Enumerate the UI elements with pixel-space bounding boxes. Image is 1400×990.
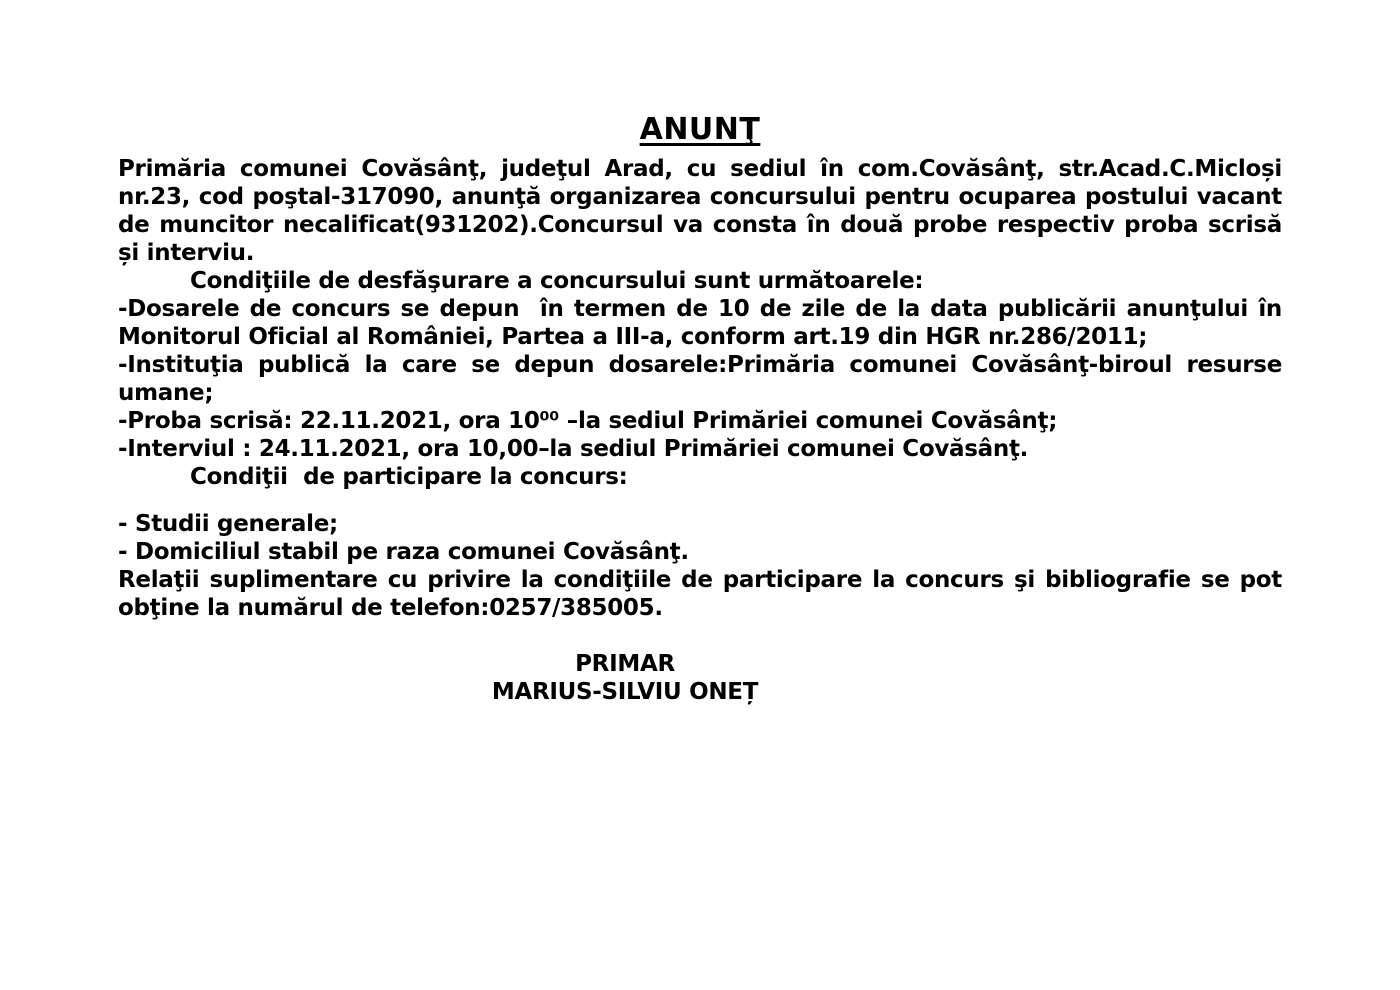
paragraph-intro: Primăria comunei Covăsânţ, judeţul Arad, cu sediul în com.Covăsânţ, str.Acad.C.Micloși nr.23, cod poştal-317090, anunţă organizarea concursului pentru ocuparea postului vacant de muncitor necalificat(931202).Concursul va consta în două probe respectiv proba scrisă și interviu. [118, 156, 1290, 266]
signature-role: PRIMAR [575, 651, 675, 677]
list-item-dosare: -Dosarele de concurs se depun în termen de 10 de zile de la data publicării anunţului în Monitorul Oficial al României, Partea a III-a, conform art.19 din HGR nr.286/2011; [118, 296, 1290, 350]
document-title-text: ANUNŢ [639, 112, 761, 147]
list-item-studii: - Studii generale; [118, 511, 338, 537]
signature-block [118, 650, 1132, 706]
list-item-domiciliu: - Domiciliul stabil pe raza comunei Covăsânţ. [118, 539, 689, 565]
spacer [118, 622, 1282, 650]
signature-name: MARIUS-SILVIU ONEȚ [491, 679, 759, 705]
list-item-institutie: -Instituţia publică la care se depun dosarele:Primăria comunei Covăsânţ-biroul resurse umane; [118, 352, 1290, 406]
heading-conditions-participation: Condiţii de participare la concurs: [190, 464, 628, 490]
spacer [118, 491, 1282, 510]
document-title [118, 110, 1282, 150]
document-content [118, 110, 1290, 706]
paragraph-relatii: Relaţii suplimentare cu privire la condiţiile de participare la concurs şi bibliografie se pot obţine la numărul de telefon:0257/385005. [118, 567, 1290, 621]
heading-conditions-procedure: Condiţiile de desfăşurare a concursului sunt următoarele: [190, 268, 924, 294]
list-item-interviu: -Interviul : 24.11.2021, ora 10,00–la sediul Primăriei comunei Covăsânţ. [118, 436, 1029, 462]
list-item-proba-scrisa: -Proba scrisă: 22.11.2021, ora 10⁰⁰ –la sediul Primăriei comunei Covăsânţ; [118, 408, 1058, 434]
